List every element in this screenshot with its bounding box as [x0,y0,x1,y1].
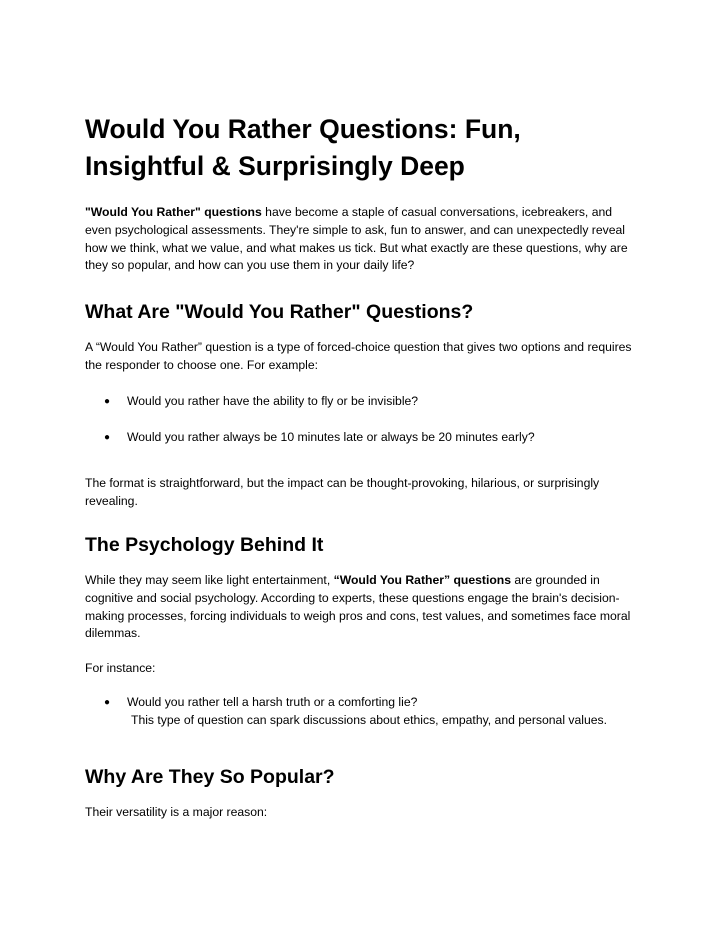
instance-list [85,694,640,730]
page-title-line-1: Would You Rather Questions: Fun, [85,114,521,144]
page-title [85,111,640,185]
heading-psychology: The Psychology Behind It [85,533,324,556]
format-paragraph: The format is straightforward, but the impact can be thought-provoking, hilarious, or surprisingly revealing. [85,476,600,509]
bullet-icon: ● [104,696,111,708]
psychology-bold-phrase: “Would You Rather” questions [333,572,512,587]
list-item [85,694,640,730]
intro-text: have become a staple of casual conversations, icebreakers, and even psychological assessments. They're simple to ask, fun to answer, and can unexpectedly reveal how we think, what we value, and what makes us tick. But what exactly are these questions, why are they so popular, and how can you use them in your daily life? [85,205,628,273]
psychology-paragraph [85,572,640,643]
list-item-text: Would you rather always be 10 minutes late or always be 20 minutes early? [127,429,535,444]
heading-popular: Why Are They So Popular? [85,765,335,788]
list-item [85,429,640,447]
psychology-text-after: are grounded in cognitive and social psychology. According to experts, these questions engage the brain's decision-making processes, forcing individuals to weigh pros and cons, test values, and sometimes face moral dilemmas. [85,572,631,641]
psychology-text-before: While they may seem like light entertainment, [85,572,334,587]
example-list [85,393,640,447]
list-item [85,393,640,411]
page-title-line-2: Insightful & Surprisingly Deep [85,151,465,181]
bullet-icon: ● [104,431,111,443]
popular-paragraph: Their versatility is a major reason: [85,804,268,819]
list-item-text: Would you rather tell a harsh truth or a comforting lie? [127,694,418,709]
intro-bold-phrase: "Would You Rather" questions [85,205,262,219]
list-item-note: This type of question can spark discussions about ethics, empathy, and personal values. [131,712,608,727]
heading-what-are: What Are "Would You Rather" Questions? [85,301,474,324]
bullet-icon: ● [104,395,111,407]
for-instance-paragraph: For instance: [85,661,156,676]
list-item-text: Would you rather have the ability to fly or be invisible? [127,393,419,408]
intro-paragraph [85,204,640,275]
definition-paragraph: A “Would You Rather” question is a type of forced-choice question that gives two options and requires the responder to choose one. For example: [85,340,632,372]
document-page [85,111,640,821]
